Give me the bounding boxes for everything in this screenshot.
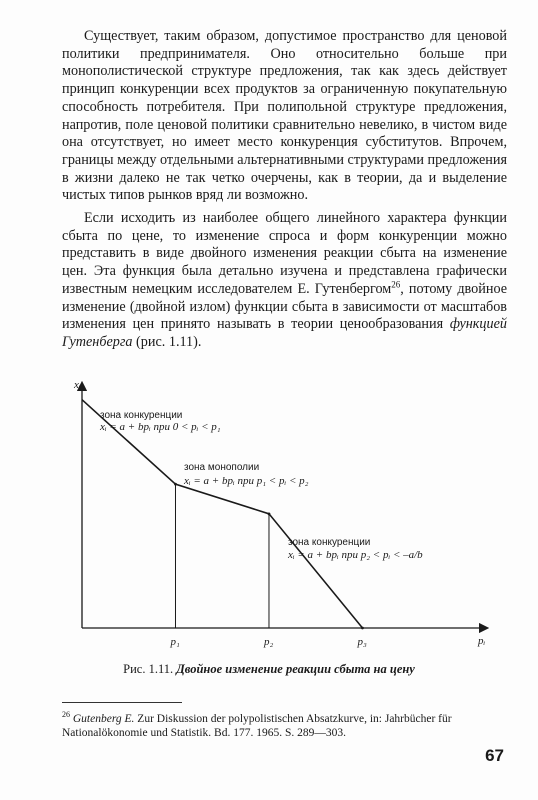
paragraph-2-part-1: Если исходить из наиболее общего линейного характера функции сбыта по цене, то изменение спроса и форм конкуренции можно представить в виде двойного изменения реакции сбыта на изменение цен. Эта функция была детально изучена и представлена графически известным немецким исследователем Е. Гутенбергом [62, 210, 507, 297]
body-text [62, 28, 507, 352]
footnote-divider [62, 702, 182, 703]
curve-point-3 [361, 627, 364, 630]
paragraph-2-part-2: , потому двойное изменение (двойной излом) функции сбыта в зависимости от масштабов изменения цен принято называть в теории ценообразования [62, 280, 508, 333]
curve-point-2 [268, 512, 271, 515]
annotation-2-formula: xᵢ = a + bpᵢ при p₁ < pᵢ < p₂ [184, 475, 309, 487]
page-number: 67 [485, 746, 504, 765]
caption-title: Двойное изменение реакции сбыта на цену [176, 662, 415, 676]
footnote-ref[interactable]: 26 [391, 279, 401, 290]
footnote [62, 708, 507, 741]
x-tick-label-2: p₂ [263, 636, 274, 648]
caption-label: Рис. 1.11. [123, 662, 174, 676]
annotation-3-title: зона конкуренции [288, 537, 371, 548]
paragraph-2 [62, 210, 507, 352]
x-axis-label: pᵢ [478, 635, 486, 647]
footnote-text: Zur Diskussion der polypolistischen Absatzkurve, in: Jahrbücher für Nationalökonomie und Statistik. Bd. 177. 1965. S. 289—303. [62, 712, 452, 740]
demand-curve [82, 400, 363, 628]
annotation-1-formula: xᵢ = a + bpᵢ при 0 < pᵢ < p₁ [100, 421, 221, 433]
annotation-2-title: зона монополии [184, 462, 260, 473]
annotation-1-title: зона конкуренции [100, 410, 183, 421]
curve-point-1 [174, 483, 177, 486]
paragraph-2-part-3: (рис. 1.11). [132, 333, 202, 350]
gutenberg-function-term: функцией Гутенберга [62, 316, 507, 350]
paragraph-1: Существует, таким образом, допустимое пространство для ценовой политики предпринимателя. Оно относительно больше при монополистической структуре предложения, так как здесь действует принцип конкуренции всех продуктов за ограниченную покупательную способность потребителя. При полипольной структуре предложения, напротив, поле ценовой политики сравнительно невелико, в чистом виде она отсутствует, но имеет место конкуренция субститутов. Впрочем, границы между отдельными альтернативными структурами предложения в жизни далеко не так четко очерчены, как в теории, да и выделение чистых типов рынков вряд ли возможно. [62, 28, 507, 204]
figure-caption [0, 662, 538, 677]
chart-svg [66, 378, 506, 678]
annotation-3-formula: xᵢ = a + bpᵢ при p₂ < pᵢ < –a/b [288, 549, 423, 561]
x-tick-label-1: p₁ [170, 636, 180, 648]
x-tick-label-3: p₃ [357, 636, 367, 648]
y-axis-label: xᵢ [74, 379, 81, 391]
footnote-number: 26 [62, 710, 70, 719]
gutenberg-chart [66, 378, 506, 678]
footnote-author: Gutenberg E. [72, 712, 135, 725]
